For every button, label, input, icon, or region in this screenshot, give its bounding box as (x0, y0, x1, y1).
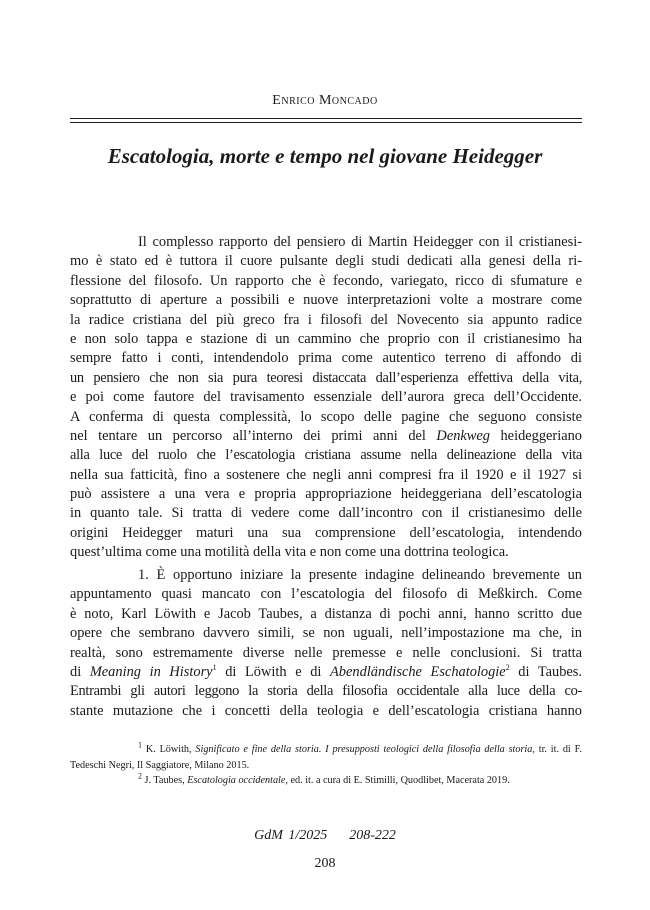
text-line: sempre fatto i conti, intendendolo prima come autentico terreno di affondo di (70, 350, 582, 367)
text-line (70, 663, 582, 682)
text-line: e poi come fautore del travisamento essenziale dell’aurora greca dell’Occidente. (70, 389, 582, 406)
text-line: la radice cristiana del più greco fra i filosofi del Novecento sia appunto radice (70, 311, 582, 328)
footnote-1 (70, 742, 582, 758)
text-line: un pensiero che non sia pura teoresi distaccata dall’esperienza effettiva della vita, (70, 369, 582, 386)
text-line: origini Heidegger maturi una sua comprensione dell’escatologia, intendendo (70, 524, 582, 541)
text-line: e non solo tappa e stazione di un cammino che proprio con il cristianesimo ha (70, 330, 582, 347)
text-line: soprattutto di aperture a possibili e nuove interpretazioni volte a mostrare come (70, 292, 582, 309)
text-line: A conferma di questa complessità, lo scopo delle pagine che seguono consiste (70, 408, 582, 425)
journal-issue: GdM 1/2025 (254, 828, 328, 843)
text-run: di (70, 663, 90, 680)
text-line: è noto, Karl Löwith e Jacob Taubes, a distanza di pochi anni, hanno scritto due (70, 605, 582, 622)
text-run: heideggeriano (489, 427, 582, 444)
footnote-author: J. Taubes, (144, 775, 188, 786)
text-run: di Taubes. (509, 663, 582, 680)
journal-reference (0, 828, 650, 844)
text-line: alla luce del ruolo che l’escatologia cristiana assume nella delineazione della vita (70, 447, 582, 464)
footnote-work-title: Escatologia occidentale (187, 775, 286, 786)
footnote-number: 2 (138, 773, 142, 781)
text-line: Entrambi gli autori leggono la storia della filosofia occidentale alla luce della co- (70, 683, 582, 700)
text-line: mo è stato ed è tuttora il cuore pulsante degli studi dedicati alla genesi della ri- (70, 253, 582, 270)
text-line: stante mutazione che i concetti della teologia e dell’escatologia cristiana hanno (70, 702, 582, 719)
text-line: può assistere a una vera e propria appropriazione heideggeriana dell’escatologia (70, 486, 582, 503)
footnotes (70, 742, 582, 789)
author-name: Enrico Moncado (272, 93, 378, 108)
text-line: 1. È opportuno iniziare la presente indagine delineando brevemente un (138, 567, 582, 583)
text-line: nella sua fatticità, fino a sostenere che negli anni compresi fra il 1920 e il 1927 si (70, 466, 582, 483)
footnote-number: 1 (138, 742, 142, 750)
page-number: 208 (314, 856, 336, 871)
italic-title-abendlandische-eschatologie: Abendländische Eschatologie (330, 663, 506, 680)
paragraph-section-1 (70, 566, 582, 721)
text-line (70, 427, 582, 446)
footnote-2 (70, 773, 582, 789)
text-line: Il complesso rapporto del pensiero di Martin Heidegger con il cristianesi- (138, 234, 582, 250)
footnote-work-title: Significato e fine della storia. I presupposti teologici della filosofia della storia (195, 744, 533, 755)
page-range: 208-222 (349, 828, 396, 843)
text-line: appuntamento quasi mancato con l’escatologia del filosofo di Meßkirch. Come (70, 586, 582, 603)
header-rule-top (70, 118, 582, 119)
text-line: in quanto tale. Si tratta di vedere come dall’incontro con il cristianesimo delle (70, 505, 582, 522)
footnote-citation: , ed. it. a cura di E. Stimilli, Quodlibet, Macerata 2019. (285, 775, 510, 786)
footnote-citation: , tr. it. di F. (532, 744, 582, 755)
italic-term-denkweg: Denkweg (436, 427, 490, 444)
text-line: flessione del filosofo. Un rapporto che è fecondo, variegato, ricco di sfumature e (70, 272, 582, 289)
footnote-1-continuation: Tedeschi Negri, Il Saggiatore, Milano 2015. (70, 759, 250, 771)
footnote-ref-1[interactable]: 1 (212, 663, 217, 673)
paragraph-intro (70, 233, 582, 563)
header-rule-bottom (70, 122, 582, 123)
italic-title-meaning-in-history: Meaning in History (89, 663, 213, 680)
text-line: quest’ultima come una motilità della vita e non come una dottrina teologica. (70, 544, 509, 561)
text-line: realtà, sono estremamente diverse nelle premesse e nelle conclusioni. Si tratta (70, 644, 582, 661)
text-run: di Löwith e di (216, 663, 331, 680)
footnote-author: K. Löwith, (145, 744, 196, 755)
text-line: opere che sembrano davvero simili, se non uguali, nell’impostazione ma che, in (70, 625, 582, 642)
text-run: nel tentare un percorso all’interno dei primi anni del (70, 427, 437, 444)
article-title: Escatologia, morte e tempo nel giovane Heidegger (107, 144, 543, 168)
footnote-ref-2[interactable]: 2 (505, 663, 510, 673)
